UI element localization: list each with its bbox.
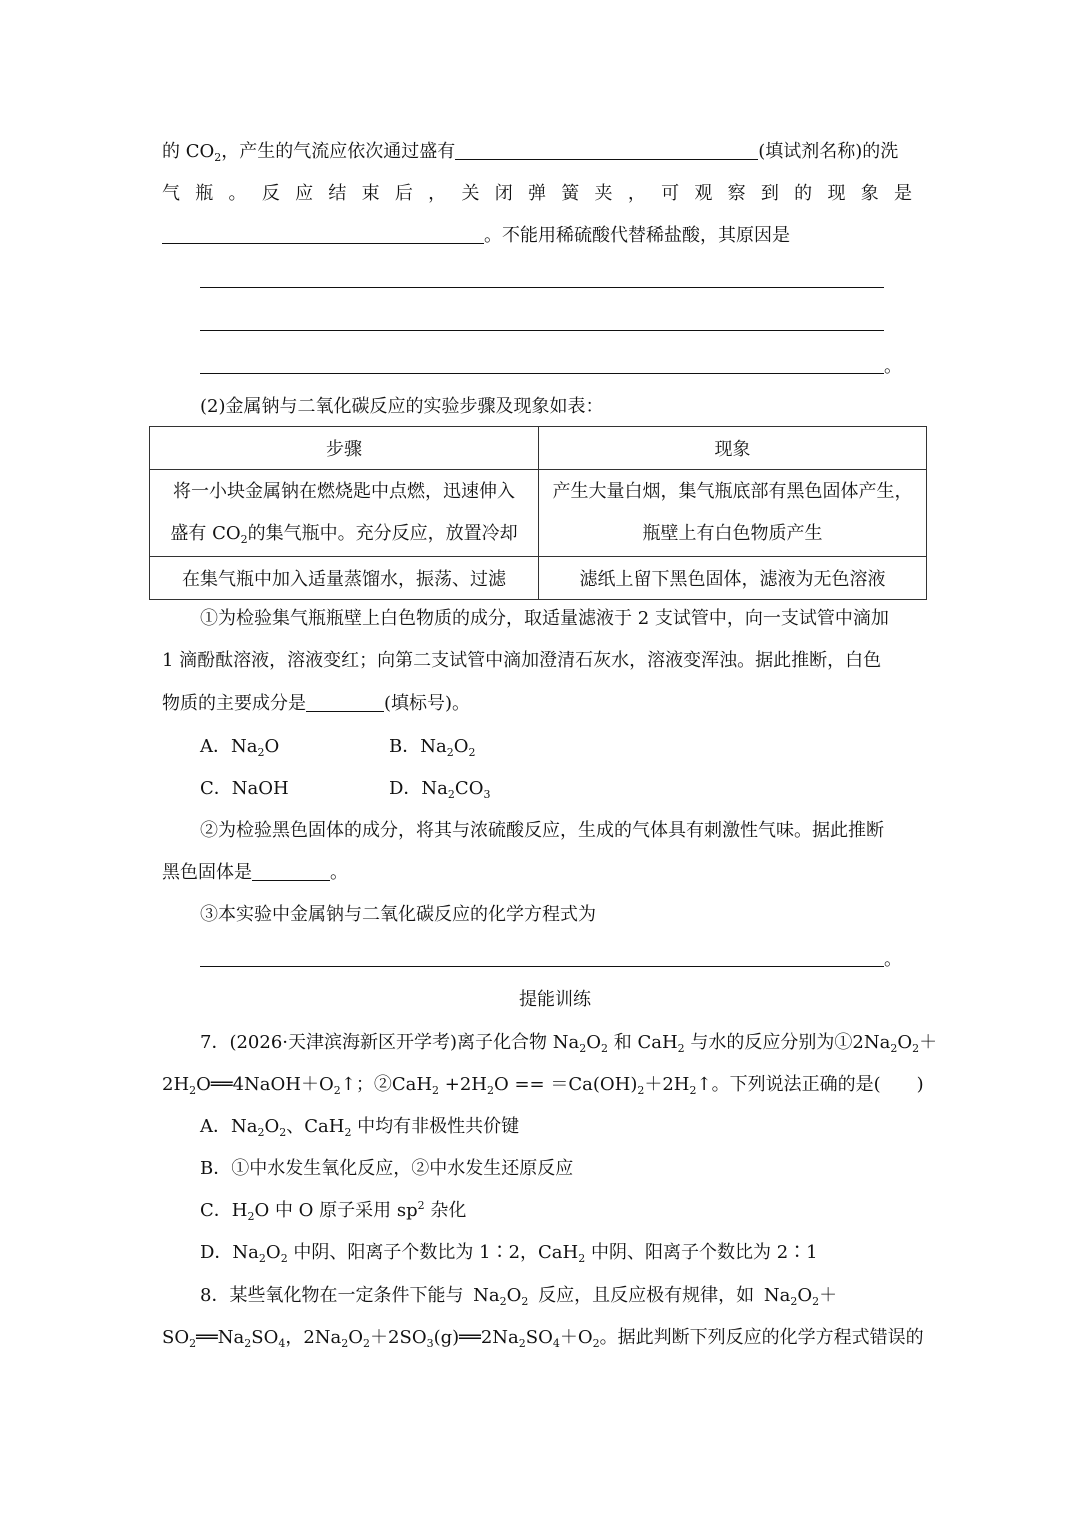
- sub1-line-3: 物质的主要成分是 (填标号)。: [162, 693, 471, 714]
- answer-line-reason-1[interactable]: [200, 287, 884, 288]
- period-mark: 。: [884, 356, 902, 377]
- sub2-line-1: ②为检验黑色固体的成分，将其与浓硫酸反应，生成的气体具有刺激性气味。据此推断: [200, 820, 884, 841]
- option-b[interactable]: B．$Na_2O_2$: [389, 736, 476, 759]
- period-mark: 。: [884, 949, 902, 970]
- sub2-line-2: 黑色固体是 。: [162, 862, 348, 883]
- table-header-row: [150, 427, 927, 470]
- table-row: [150, 557, 927, 600]
- q8-line-2: $SO_2══Na_2SO_4$，$2Na_2O_2+2SO_3(g)══2Na_2SO_4+O_2$。据此判断下列反应的化学方程式错误的: [162, 1327, 924, 1350]
- text: 的 CO: [162, 141, 215, 162]
- col-header-phenomena: 现象: [539, 427, 927, 470]
- table-cell: 在集气瓶中加入适量蒸馏水，振荡、过滤: [150, 557, 539, 600]
- sub1-line-1: ①为检验集气瓶瓶壁上白色物质的成分，取适量滤液于 2 支试管中，向一支试管中滴加: [200, 608, 889, 629]
- q7-option-d[interactable]: D．$Na_2O_2$ 中阴、阳离子个数比为 1∶2，CaH$_2$ 中阴、阳离子个数比为 2∶1: [200, 1242, 818, 1265]
- answer-line-reason-2[interactable]: [200, 330, 884, 331]
- answer-blank-white-substance[interactable]: [306, 693, 384, 712]
- q1-line-2: 气 瓶 。 反 应 结 束 后 ， 关 闭 弹 簧 夹 ， 可 观 察 到 的 现 象 是: [162, 183, 912, 204]
- answer-blank-black-solid[interactable]: [252, 862, 330, 881]
- q1-line-1: 的 $CO_2$，产生的气流应依次通过盛有 (填试剂名称)的洗: [162, 141, 899, 164]
- answer-blank-reagent[interactable]: [455, 141, 758, 160]
- q7-line-1: 7．(2026·天津滨海新区开学考)离子化合物 $Na_2O_2$ 和 CaH$_2$ 与水的反应分别为$①2Na_2O_2+$: [200, 1032, 938, 1055]
- q1-line-3: 。不能用稀硫酸代替稀盐酸，其原因是: [162, 223, 790, 249]
- sub3-line-1: ③本实验中金属钠与二氧化碳反应的化学方程式为: [200, 904, 596, 925]
- q7-option-c[interactable]: C．$H_2O$ 中 O 原子采用 $sp^2$ 杂化: [200, 1199, 467, 1223]
- q7-option-a[interactable]: A．$Na_2O_2$、CaH$_2$ 中均有非极性共价键: [200, 1116, 520, 1139]
- answer-line-reason-3[interactable]: [200, 373, 884, 374]
- option-c[interactable]: C．NaOH: [200, 778, 289, 799]
- answer-line-equation[interactable]: [200, 966, 884, 967]
- table-cell: 产生大量白烟，集气瓶底部有黑色固体产生， 瓶壁上有白色物质产生: [539, 470, 927, 557]
- section-title: 提能训练: [519, 989, 591, 1010]
- table-cell: 滤纸上留下黑色固体，滤液为无色溶液: [539, 557, 927, 600]
- sub1-line-2: 1 滴酚酞溶液，溶液变红；向第二支试管中滴加澄清石灰水，溶液变浑浊。据此推断，白色: [162, 650, 882, 671]
- q8-line-1: 8．某些氧化物在一定条件下能与 $Na_2O_2$ 反应，且反应极有规律，如 $Na_2O_2+$: [200, 1285, 838, 1308]
- col-header-steps: 步骤: [150, 427, 539, 470]
- option-d[interactable]: D．$Na_2CO_3$: [389, 778, 491, 801]
- q7-option-b[interactable]: B．①中水发生氧化反应，②中水发生还原反应: [200, 1158, 574, 1179]
- steps-table: [149, 426, 927, 600]
- option-a[interactable]: A．$Na_2O$: [200, 736, 280, 759]
- answer-blank-phenomenon[interactable]: [162, 225, 484, 244]
- table-cell: 将一小块金属钠在燃烧匙中点燃，迅速伸入 盛有 $CO_2$的集气瓶中。充分反应，放置冷却: [150, 470, 539, 557]
- table-row: [150, 470, 927, 557]
- q2-intro: (2)金属钠与二氧化碳反应的实验步骤及现象如表：: [200, 396, 604, 417]
- q7-line-2: $2H_2O══4NaOH+O_2↑$；②CaH$_2$ $+2H_2O$ == $=Ca(OH)_2+2H_2↑$。下列说法正确的是( ): [162, 1074, 924, 1097]
